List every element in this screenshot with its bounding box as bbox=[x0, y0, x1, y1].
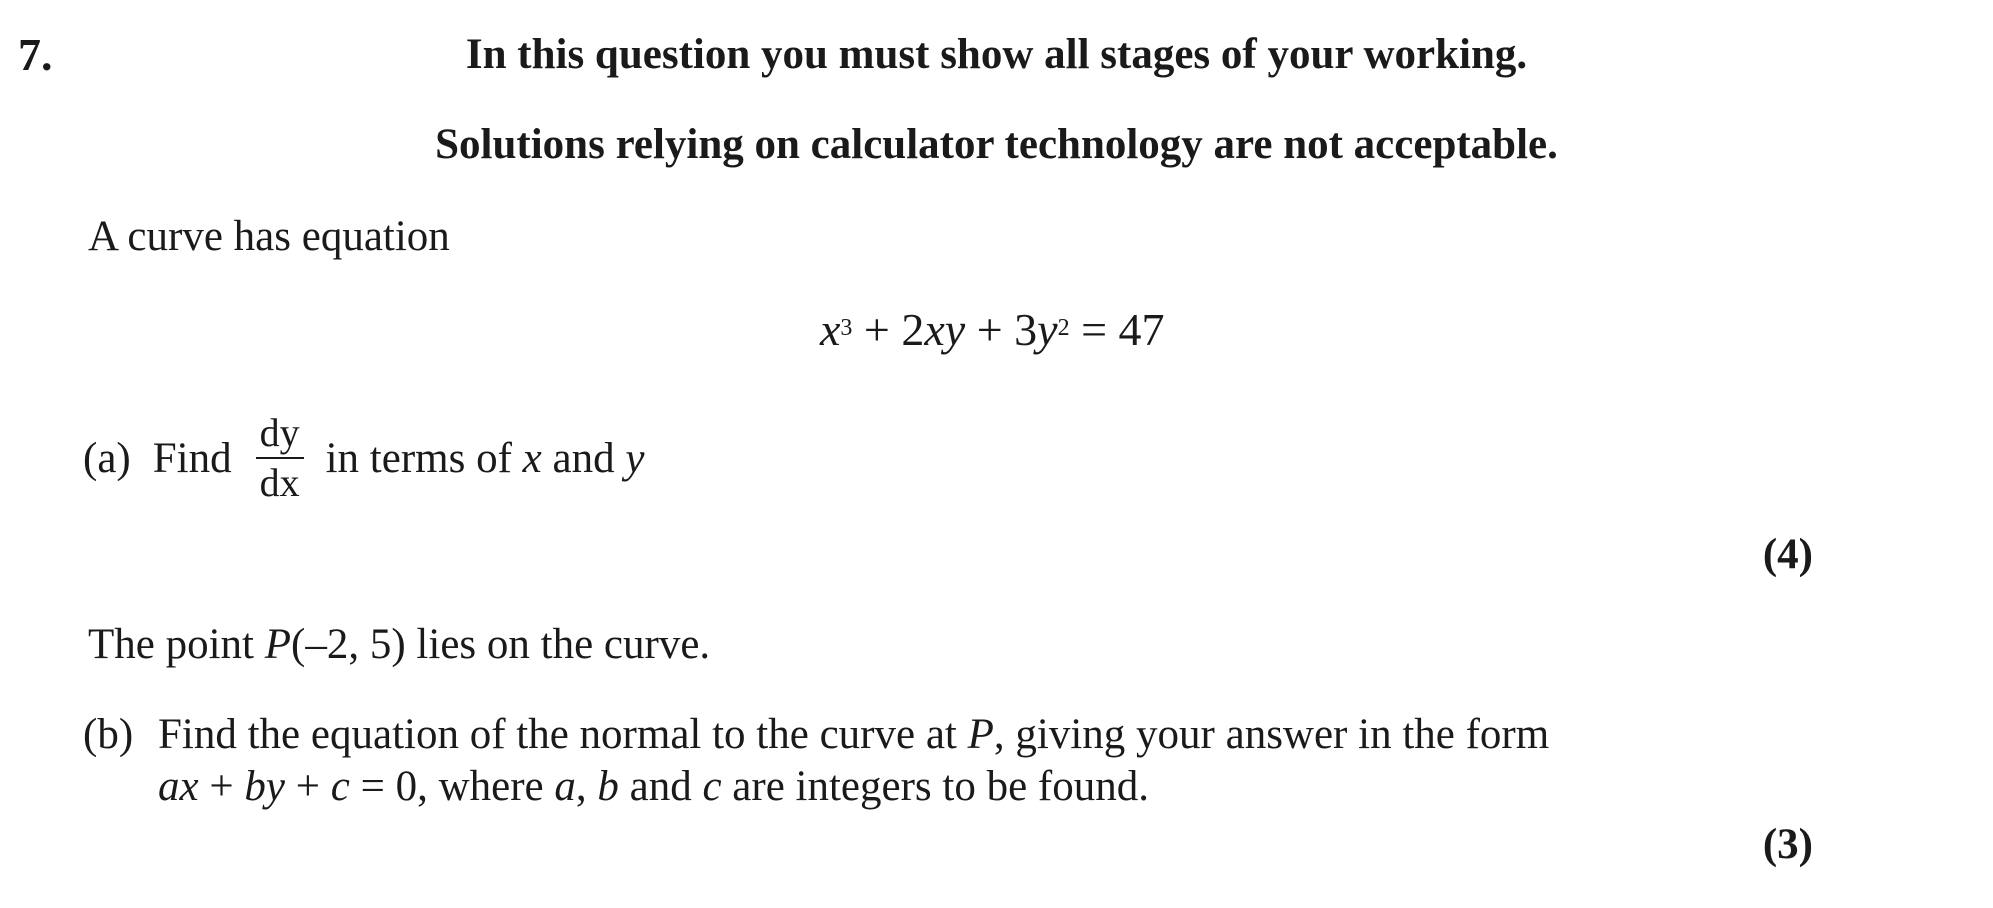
part-b-marks: (3) bbox=[1762, 821, 1813, 868]
eq-middle: + 2 bbox=[852, 304, 925, 355]
part-b-and: and bbox=[618, 763, 703, 810]
dy-dx-fraction bbox=[256, 412, 304, 504]
eq-xy: xy bbox=[924, 304, 966, 355]
instruction-show-working: In this question you must show all stages of your working. bbox=[465, 31, 1528, 78]
eq-x: x bbox=[820, 304, 841, 355]
fraction-numerator: dy bbox=[256, 412, 304, 459]
part-b-tail: are integers to be found. bbox=[721, 763, 1150, 810]
eq-rhs: = 47 bbox=[1069, 304, 1165, 355]
part-a-text bbox=[326, 434, 645, 483]
part-a-y: y bbox=[625, 434, 645, 482]
eq-y-exponent: 2 bbox=[1057, 315, 1070, 341]
point-coords: (–2, 5) lies on the curve. bbox=[291, 621, 711, 668]
eq-plus3: + 3 bbox=[965, 304, 1038, 355]
part-a-label: (a) bbox=[83, 434, 131, 482]
part-b-label: (b) bbox=[83, 711, 134, 758]
part-b-eq0: = 0, where bbox=[349, 763, 555, 810]
part-a bbox=[83, 412, 644, 504]
question-number: 7. bbox=[18, 29, 53, 80]
part-b-plus-2: + bbox=[284, 763, 331, 810]
part-b-ax: ax bbox=[158, 763, 199, 810]
point-text-1: The point bbox=[88, 621, 265, 668]
point-statement bbox=[88, 620, 710, 669]
part-b-c2: c bbox=[702, 763, 722, 810]
part-a-find: Find bbox=[152, 434, 232, 482]
eq-x-exponent: 3 bbox=[840, 315, 853, 341]
part-b-b: b bbox=[597, 763, 619, 810]
eq-y: y bbox=[1037, 304, 1058, 355]
part-b-plus-1: + bbox=[198, 763, 245, 810]
part-b-line-1 bbox=[158, 710, 1549, 759]
part-a-x: x bbox=[522, 434, 542, 482]
curve-equation bbox=[820, 303, 1165, 356]
part-b-text-1: Find the equation of the normal to the curve at bbox=[158, 711, 968, 758]
part-b-line-2 bbox=[158, 762, 1149, 811]
curve-intro-text: A curve has equation bbox=[88, 213, 450, 260]
part-a-marks: (4) bbox=[1762, 531, 1813, 578]
instruction-no-calculator: Solutions relying on calculator technology are not acceptable. bbox=[435, 121, 1558, 168]
part-b-a: a bbox=[554, 763, 576, 810]
part-a-and: and bbox=[541, 434, 626, 482]
part-a-text-1: in terms of bbox=[325, 434, 523, 482]
part-b-text-2: , giving your answer in the form bbox=[993, 711, 1550, 758]
part-b-c: c bbox=[330, 763, 350, 810]
fraction-denominator: dx bbox=[259, 460, 300, 505]
part-b-comma: , bbox=[575, 763, 598, 810]
point-P: P bbox=[264, 621, 292, 668]
part-b-P: P bbox=[967, 711, 994, 758]
part-b-by: by bbox=[244, 763, 285, 810]
